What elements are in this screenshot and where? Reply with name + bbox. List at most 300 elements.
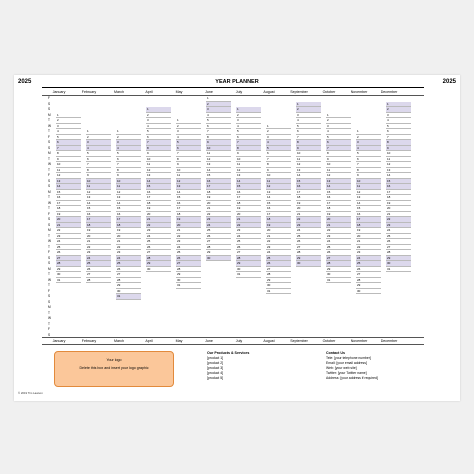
- day-cell[interactable]: 15: [356, 206, 381, 212]
- day-cell[interactable]: 15: [176, 195, 201, 201]
- day-cell[interactable]: 17: [116, 217, 141, 223]
- day-cell[interactable]: 17: [206, 184, 231, 190]
- day-cell[interactable]: 12: [86, 190, 111, 196]
- day-cell[interactable]: 17: [236, 195, 261, 201]
- day-cell[interactable]: 10: [86, 179, 111, 185]
- day-cell[interactable]: 5: [386, 124, 411, 130]
- day-cell[interactable]: 23: [356, 250, 381, 256]
- day-cell[interactable]: 17: [266, 212, 291, 218]
- day-cell[interactable]: 22: [146, 223, 171, 229]
- day-cell[interactable]: 21: [236, 217, 261, 223]
- day-cell[interactable]: 10: [386, 151, 411, 157]
- day-cell[interactable]: 30: [146, 267, 171, 273]
- day-cell[interactable]: 16: [326, 195, 351, 201]
- day-cell[interactable]: 31: [56, 278, 81, 284]
- day-cell[interactable]: 20: [176, 223, 201, 229]
- day-cell[interactable]: 31: [386, 267, 411, 273]
- day-cell[interactable]: 23: [116, 250, 141, 256]
- day-cell[interactable]: 13: [266, 190, 291, 196]
- day-cell[interactable]: 8: [266, 162, 291, 168]
- day-cell[interactable]: 9: [326, 157, 351, 163]
- day-cell[interactable]: 5: [266, 146, 291, 152]
- day-cell[interactable]: 21: [266, 234, 291, 240]
- day-cell[interactable]: 16: [86, 212, 111, 218]
- day-cell[interactable]: 28: [116, 278, 141, 284]
- day-cell[interactable]: 16: [146, 190, 171, 196]
- day-cell[interactable]: 26: [176, 256, 201, 262]
- day-cell[interactable]: 22: [206, 212, 231, 218]
- day-cell[interactable]: 25: [356, 261, 381, 267]
- day-cell[interactable]: 20: [236, 212, 261, 218]
- day-cell[interactable]: 9: [146, 151, 171, 157]
- day-cell[interactable]: 18: [236, 201, 261, 207]
- day-cell[interactable]: 9: [356, 173, 381, 179]
- day-cell[interactable]: 27: [176, 261, 201, 267]
- day-cell[interactable]: 18: [356, 223, 381, 229]
- day-cell[interactable]: 20: [386, 206, 411, 212]
- day-cell[interactable]: 24: [56, 239, 81, 245]
- day-cell[interactable]: 19: [386, 201, 411, 207]
- day-cell[interactable]: 30: [326, 272, 351, 278]
- day-cell[interactable]: 14: [356, 201, 381, 207]
- day-cell[interactable]: 30: [296, 261, 321, 267]
- day-cell[interactable]: 4: [86, 146, 111, 152]
- day-cell[interactable]: 1: [146, 107, 171, 113]
- day-cell[interactable]: 1: [86, 129, 111, 135]
- day-cell[interactable]: 20: [326, 217, 351, 223]
- day-cell[interactable]: 20: [266, 228, 291, 234]
- day-cell[interactable]: 30: [206, 256, 231, 262]
- day-cell[interactable]: 10: [356, 179, 381, 185]
- day-cell[interactable]: 17: [326, 201, 351, 207]
- day-cell[interactable]: 1: [176, 118, 201, 124]
- day-cell[interactable]: 3: [86, 140, 111, 146]
- day-cell[interactable]: 20: [146, 212, 171, 218]
- day-cell[interactable]: 25: [266, 256, 291, 262]
- day-cell[interactable]: 10: [296, 151, 321, 157]
- day-cell[interactable]: 28: [236, 256, 261, 262]
- day-cell[interactable]: 4: [116, 146, 141, 152]
- day-cell[interactable]: 19: [146, 206, 171, 212]
- day-cell[interactable]: 26: [56, 250, 81, 256]
- day-cell[interactable]: 20: [356, 234, 381, 240]
- day-cell[interactable]: 7: [176, 151, 201, 157]
- day-cell[interactable]: 31: [176, 283, 201, 289]
- day-cell[interactable]: 24: [266, 250, 291, 256]
- day-cell[interactable]: 11: [116, 184, 141, 190]
- day-cell[interactable]: 11: [146, 162, 171, 168]
- day-cell[interactable]: 28: [326, 261, 351, 267]
- day-cell[interactable]: 1: [386, 102, 411, 108]
- day-cell[interactable]: 29: [326, 267, 351, 273]
- day-cell[interactable]: 1: [326, 113, 351, 119]
- day-cell[interactable]: 17: [56, 201, 81, 207]
- day-cell[interactable]: 30: [386, 261, 411, 267]
- day-cell[interactable]: 15: [326, 190, 351, 196]
- day-cell[interactable]: 29: [266, 278, 291, 284]
- day-cell[interactable]: 29: [356, 283, 381, 289]
- day-cell[interactable]: 5: [206, 118, 231, 124]
- day-cell[interactable]: 24: [356, 256, 381, 262]
- day-cell[interactable]: 13: [206, 162, 231, 168]
- day-cell[interactable]: 2: [296, 107, 321, 113]
- day-cell[interactable]: 22: [266, 239, 291, 245]
- day-cell[interactable]: 16: [56, 195, 81, 201]
- day-cell[interactable]: 27: [326, 256, 351, 262]
- day-cell[interactable]: 4: [386, 118, 411, 124]
- day-cell[interactable]: 30: [266, 283, 291, 289]
- day-cell[interactable]: 27: [386, 245, 411, 251]
- day-cell[interactable]: 11: [326, 168, 351, 174]
- day-cell[interactable]: 6: [116, 157, 141, 163]
- day-cell[interactable]: 14: [146, 179, 171, 185]
- day-cell[interactable]: 28: [56, 261, 81, 267]
- day-cell[interactable]: 21: [386, 212, 411, 218]
- day-cell[interactable]: 24: [146, 234, 171, 240]
- day-cell[interactable]: 13: [296, 168, 321, 174]
- day-cell[interactable]: 18: [146, 201, 171, 207]
- day-cell[interactable]: 30: [56, 272, 81, 278]
- day-cell[interactable]: 11: [386, 157, 411, 163]
- day-cell[interactable]: 26: [266, 261, 291, 267]
- day-cell[interactable]: 3: [386, 113, 411, 119]
- day-cell[interactable]: 4: [176, 135, 201, 141]
- day-cell[interactable]: 8: [86, 168, 111, 174]
- day-cell[interactable]: 3: [266, 135, 291, 141]
- day-cell[interactable]: 18: [116, 223, 141, 229]
- day-cell[interactable]: 30: [236, 267, 261, 273]
- day-cell[interactable]: 22: [236, 223, 261, 229]
- day-cell[interactable]: 10: [266, 173, 291, 179]
- day-cell[interactable]: 29: [146, 261, 171, 267]
- day-cell[interactable]: 8: [356, 168, 381, 174]
- day-cell[interactable]: 9: [266, 168, 291, 174]
- day-cell[interactable]: 16: [206, 179, 231, 185]
- day-cell[interactable]: 13: [56, 179, 81, 185]
- day-cell[interactable]: 22: [116, 245, 141, 251]
- day-cell[interactable]: 12: [146, 168, 171, 174]
- day-cell[interactable]: 2: [176, 124, 201, 130]
- day-cell[interactable]: 28: [386, 250, 411, 256]
- day-cell[interactable]: 18: [176, 212, 201, 218]
- day-cell[interactable]: 2: [386, 107, 411, 113]
- day-cell[interactable]: 9: [386, 146, 411, 152]
- day-cell[interactable]: 19: [56, 212, 81, 218]
- day-cell[interactable]: 4: [296, 118, 321, 124]
- day-cell[interactable]: 15: [386, 179, 411, 185]
- day-cell[interactable]: 28: [146, 256, 171, 262]
- day-cell[interactable]: 26: [296, 239, 321, 245]
- day-cell[interactable]: 17: [176, 206, 201, 212]
- day-cell[interactable]: 13: [386, 168, 411, 174]
- day-cell[interactable]: 3: [176, 129, 201, 135]
- day-cell[interactable]: 18: [386, 195, 411, 201]
- day-cell[interactable]: 23: [176, 239, 201, 245]
- day-cell[interactable]: 12: [386, 162, 411, 168]
- day-cell[interactable]: 14: [326, 184, 351, 190]
- day-cell[interactable]: 21: [86, 239, 111, 245]
- day-cell[interactable]: 3: [326, 124, 351, 130]
- day-cell[interactable]: 14: [176, 190, 201, 196]
- day-cell[interactable]: 7: [206, 129, 231, 135]
- day-cell[interactable]: 23: [326, 234, 351, 240]
- day-cell[interactable]: 24: [86, 256, 111, 262]
- day-cell[interactable]: 20: [56, 217, 81, 223]
- day-cell[interactable]: 16: [116, 212, 141, 218]
- day-cell[interactable]: 25: [206, 228, 231, 234]
- day-cell[interactable]: 17: [356, 217, 381, 223]
- day-cell[interactable]: 24: [386, 228, 411, 234]
- day-cell[interactable]: 4: [146, 124, 171, 130]
- day-cell[interactable]: 22: [56, 228, 81, 234]
- day-cell[interactable]: 13: [86, 195, 111, 201]
- day-cell[interactable]: 7: [326, 146, 351, 152]
- day-cell[interactable]: 28: [176, 267, 201, 273]
- day-cell[interactable]: 27: [146, 250, 171, 256]
- day-cell[interactable]: 6: [146, 135, 171, 141]
- day-cell[interactable]: 25: [296, 234, 321, 240]
- day-cell[interactable]: 8: [236, 146, 261, 152]
- day-cell[interactable]: 20: [206, 201, 231, 207]
- day-cell[interactable]: 3: [116, 140, 141, 146]
- day-cell[interactable]: 18: [56, 206, 81, 212]
- day-cell[interactable]: 26: [146, 245, 171, 251]
- day-cell[interactable]: 19: [116, 228, 141, 234]
- day-cell[interactable]: 13: [236, 173, 261, 179]
- day-cell[interactable]: 14: [206, 168, 231, 174]
- day-cell[interactable]: 4: [56, 129, 81, 135]
- day-cell[interactable]: 24: [296, 228, 321, 234]
- day-cell[interactable]: 5: [326, 135, 351, 141]
- day-cell[interactable]: 1: [206, 96, 231, 102]
- day-cell[interactable]: 10: [176, 168, 201, 174]
- day-cell[interactable]: 8: [176, 157, 201, 163]
- day-cell[interactable]: 26: [86, 267, 111, 273]
- day-cell[interactable]: 27: [266, 267, 291, 273]
- day-cell[interactable]: 26: [206, 234, 231, 240]
- day-cell[interactable]: 17: [146, 195, 171, 201]
- day-cell[interactable]: 16: [296, 184, 321, 190]
- day-cell[interactable]: 28: [296, 250, 321, 256]
- day-cell[interactable]: 24: [236, 234, 261, 240]
- day-cell[interactable]: 21: [176, 228, 201, 234]
- day-cell[interactable]: 23: [56, 234, 81, 240]
- day-cell[interactable]: 19: [206, 195, 231, 201]
- day-cell[interactable]: 18: [326, 206, 351, 212]
- day-cell[interactable]: 5: [356, 151, 381, 157]
- day-cell[interactable]: 3: [56, 124, 81, 130]
- day-cell[interactable]: 8: [146, 146, 171, 152]
- day-cell[interactable]: 15: [86, 206, 111, 212]
- day-cell[interactable]: 2: [56, 118, 81, 124]
- day-cell[interactable]: 7: [266, 157, 291, 163]
- day-cell[interactable]: 26: [386, 239, 411, 245]
- day-cell[interactable]: 4: [206, 113, 231, 119]
- day-cell[interactable]: 21: [206, 206, 231, 212]
- day-cell[interactable]: 31: [236, 272, 261, 278]
- day-cell[interactable]: 15: [296, 179, 321, 185]
- day-cell[interactable]: 7: [146, 140, 171, 146]
- day-cell[interactable]: 16: [176, 201, 201, 207]
- day-cell[interactable]: 12: [266, 184, 291, 190]
- day-cell[interactable]: 18: [266, 217, 291, 223]
- day-cell[interactable]: 3: [356, 140, 381, 146]
- day-cell[interactable]: 6: [56, 140, 81, 146]
- day-cell[interactable]: 20: [116, 234, 141, 240]
- day-cell[interactable]: 5: [236, 129, 261, 135]
- day-cell[interactable]: 29: [386, 256, 411, 262]
- day-cell[interactable]: 1: [296, 102, 321, 108]
- day-cell[interactable]: 7: [296, 135, 321, 141]
- day-cell[interactable]: 22: [386, 217, 411, 223]
- day-cell[interactable]: 12: [326, 173, 351, 179]
- day-cell[interactable]: 14: [56, 184, 81, 190]
- day-cell[interactable]: 31: [266, 289, 291, 295]
- day-cell[interactable]: 6: [326, 140, 351, 146]
- day-cell[interactable]: 13: [116, 195, 141, 201]
- day-cell[interactable]: 26: [356, 267, 381, 273]
- day-cell[interactable]: 7: [56, 146, 81, 152]
- day-cell[interactable]: 8: [296, 140, 321, 146]
- day-cell[interactable]: 8: [326, 151, 351, 157]
- day-cell[interactable]: 1: [356, 129, 381, 135]
- day-cell[interactable]: 19: [236, 206, 261, 212]
- day-cell[interactable]: 23: [236, 228, 261, 234]
- day-cell[interactable]: 28: [356, 278, 381, 284]
- day-cell[interactable]: 19: [86, 228, 111, 234]
- day-cell[interactable]: 6: [206, 124, 231, 130]
- day-cell[interactable]: 21: [356, 239, 381, 245]
- day-cell[interactable]: 9: [116, 173, 141, 179]
- day-cell[interactable]: 11: [176, 173, 201, 179]
- day-cell[interactable]: 14: [86, 201, 111, 207]
- day-cell[interactable]: 23: [146, 228, 171, 234]
- day-cell[interactable]: 28: [206, 245, 231, 251]
- day-cell[interactable]: 6: [86, 157, 111, 163]
- day-cell[interactable]: 5: [146, 129, 171, 135]
- day-cell[interactable]: 23: [86, 250, 111, 256]
- day-cell[interactable]: 18: [296, 195, 321, 201]
- day-cell[interactable]: 27: [56, 256, 81, 262]
- day-cell[interactable]: 6: [236, 135, 261, 141]
- day-cell[interactable]: 8: [56, 151, 81, 157]
- day-cell[interactable]: 10: [56, 162, 81, 168]
- day-cell[interactable]: 7: [86, 162, 111, 168]
- day-cell[interactable]: 5: [86, 151, 111, 157]
- day-cell[interactable]: 30: [356, 289, 381, 295]
- day-cell[interactable]: 7: [386, 135, 411, 141]
- day-cell[interactable]: 9: [56, 157, 81, 163]
- day-cell[interactable]: 7: [236, 140, 261, 146]
- day-cell[interactable]: 31: [116, 294, 141, 300]
- day-cell[interactable]: 2: [86, 135, 111, 141]
- day-cell[interactable]: 22: [176, 234, 201, 240]
- day-cell[interactable]: 1: [116, 129, 141, 135]
- day-cell[interactable]: 26: [326, 250, 351, 256]
- day-cell[interactable]: 15: [206, 173, 231, 179]
- day-cell[interactable]: 14: [296, 173, 321, 179]
- day-cell[interactable]: 17: [386, 190, 411, 196]
- day-cell[interactable]: 4: [266, 140, 291, 146]
- day-cell[interactable]: 13: [176, 184, 201, 190]
- day-cell[interactable]: 14: [386, 173, 411, 179]
- day-cell[interactable]: 23: [296, 223, 321, 229]
- day-cell[interactable]: 24: [326, 239, 351, 245]
- day-cell[interactable]: 26: [236, 245, 261, 251]
- day-cell[interactable]: 27: [356, 272, 381, 278]
- day-cell[interactable]: 11: [56, 168, 81, 174]
- day-cell[interactable]: 27: [116, 272, 141, 278]
- day-cell[interactable]: 31: [326, 278, 351, 284]
- day-cell[interactable]: 9: [176, 162, 201, 168]
- day-cell[interactable]: 17: [296, 190, 321, 196]
- day-cell[interactable]: 29: [176, 272, 201, 278]
- day-cell[interactable]: 17: [86, 217, 111, 223]
- day-cell[interactable]: 27: [206, 239, 231, 245]
- day-cell[interactable]: 1: [236, 107, 261, 113]
- day-cell[interactable]: 13: [356, 195, 381, 201]
- day-cell[interactable]: 24: [206, 223, 231, 229]
- day-cell[interactable]: 3: [296, 113, 321, 119]
- day-cell[interactable]: 4: [326, 129, 351, 135]
- day-cell[interactable]: 20: [86, 234, 111, 240]
- logo-placeholder-box[interactable]: [54, 351, 174, 387]
- day-cell[interactable]: 16: [386, 184, 411, 190]
- day-cell[interactable]: 12: [296, 162, 321, 168]
- day-cell[interactable]: 23: [206, 217, 231, 223]
- day-cell[interactable]: 11: [236, 162, 261, 168]
- day-cell[interactable]: 22: [326, 228, 351, 234]
- day-cell[interactable]: 4: [356, 146, 381, 152]
- day-cell[interactable]: 3: [206, 107, 231, 113]
- day-cell[interactable]: 2: [326, 118, 351, 124]
- day-cell[interactable]: 12: [356, 190, 381, 196]
- day-cell[interactable]: 18: [86, 223, 111, 229]
- day-cell[interactable]: 21: [116, 239, 141, 245]
- day-cell[interactable]: 25: [386, 234, 411, 240]
- day-cell[interactable]: 12: [56, 173, 81, 179]
- day-cell[interactable]: 24: [176, 245, 201, 251]
- day-cell[interactable]: 16: [266, 206, 291, 212]
- day-cell[interactable]: 15: [116, 206, 141, 212]
- day-cell[interactable]: 12: [236, 168, 261, 174]
- day-cell[interactable]: 2: [236, 113, 261, 119]
- day-cell[interactable]: 27: [236, 250, 261, 256]
- day-cell[interactable]: 14: [116, 201, 141, 207]
- day-cell[interactable]: 15: [266, 201, 291, 207]
- day-cell[interactable]: 2: [206, 102, 231, 108]
- day-cell[interactable]: 2: [356, 135, 381, 141]
- day-cell[interactable]: 27: [296, 245, 321, 251]
- day-cell[interactable]: 10: [116, 179, 141, 185]
- day-cell[interactable]: 21: [146, 217, 171, 223]
- day-cell[interactable]: 21: [296, 212, 321, 218]
- day-cell[interactable]: 22: [356, 245, 381, 251]
- day-cell[interactable]: 14: [266, 195, 291, 201]
- day-cell[interactable]: 11: [86, 184, 111, 190]
- day-cell[interactable]: 9: [236, 151, 261, 157]
- day-cell[interactable]: 12: [206, 157, 231, 163]
- day-cell[interactable]: 13: [326, 179, 351, 185]
- day-cell[interactable]: 30: [176, 278, 201, 284]
- day-cell[interactable]: 19: [266, 223, 291, 229]
- day-cell[interactable]: 9: [86, 173, 111, 179]
- day-cell[interactable]: 7: [116, 162, 141, 168]
- day-cell[interactable]: 25: [56, 245, 81, 251]
- day-cell[interactable]: 10: [206, 146, 231, 152]
- day-cell[interactable]: 19: [176, 217, 201, 223]
- day-cell[interactable]: 3: [236, 118, 261, 124]
